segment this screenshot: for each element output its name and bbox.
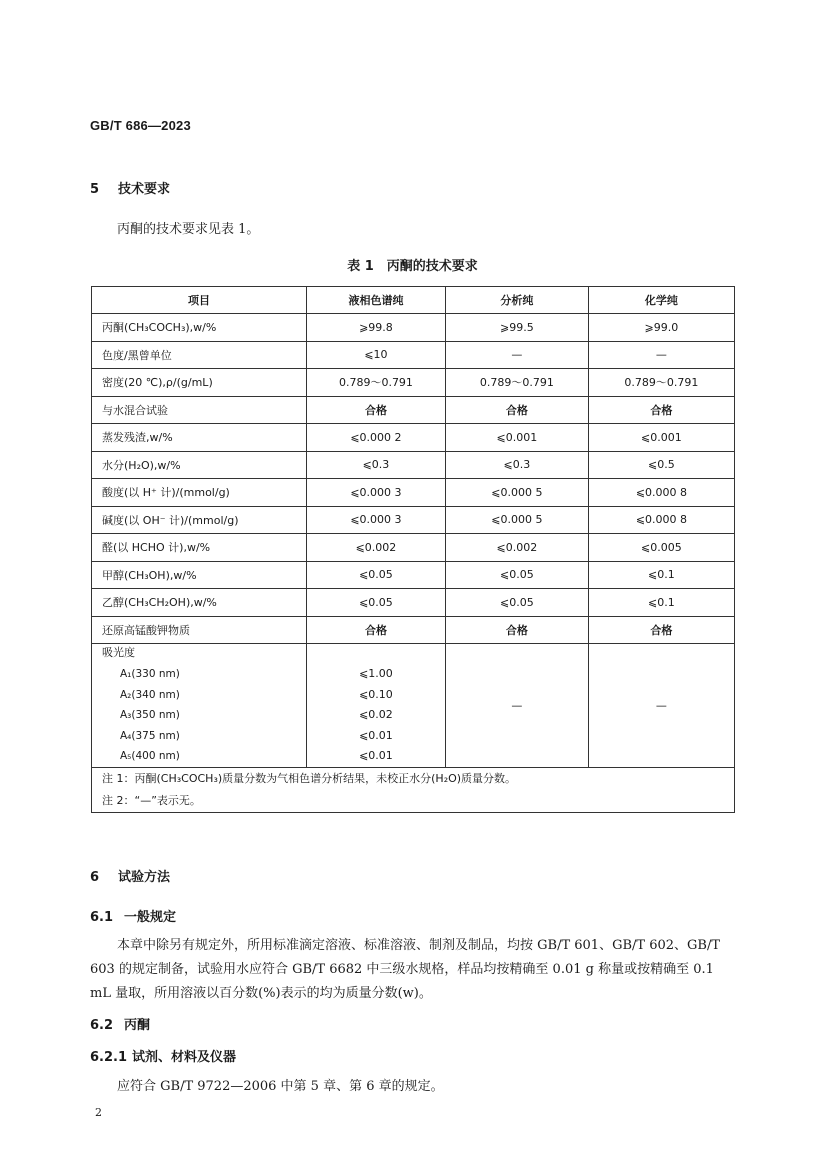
absorbance-value: ⩽0.10 [359,687,393,701]
ar-grade-cell: ⩽0.001 [445,424,588,452]
table-caption: 表 1 丙酮的技术要求 [347,259,478,274]
table-row [92,396,735,424]
lc-grade-cell: ⩽0.000 3 [307,479,446,507]
table-row [92,424,735,452]
table-row [92,589,735,617]
cp-grade-cell: ⩽0.1 [588,589,734,617]
ar-grade-cell: ⩽0.05 [445,561,588,589]
lc-grade-cell: 合格 [307,616,446,644]
table-row [92,369,735,397]
section-number: 6 [90,870,100,885]
item-cell: 醛(以 HCHO 计),w/% [92,534,307,562]
table-note: 注 2：“—”表示无。 [102,793,201,807]
lc-grade-cell: 合格 [307,396,446,424]
absorbance-wavelength: A₄(375 nm) [120,729,180,742]
cp-grade-cell: ⩽0.5 [588,451,734,479]
section-number: 6.2.1 [90,1050,128,1065]
cp-grade-cell: ⩽0.000 8 [588,479,734,507]
lc-grade-cell: ⩽0.000 2 [307,424,446,452]
ar-grade-cell: ⩽0.05 [445,589,588,617]
absorbance-value: ⩽1.00 [359,667,393,680]
table-row [92,479,735,507]
section-5-intro: 丙酮的技术要求见表 1。 [117,222,260,237]
absorbance-value: ⩽0.02 [359,708,393,721]
cp-grade-cell: ⩽0.005 [588,534,734,562]
section-6-1-text: 本章中除另有规定外，所用标准滴定溶液、标准溶液、制剂及制品，均按 GB/T 601、GB/T 602、GB/T 603 的规定制备，试验用水应符合 GB/T 6682 中三级水规格，样品均按精确至 0.01 g 称量或按精确至 0.1 mL 量取，所用溶液以百分数(%)表示的均为质量分数(w)。 [90,938,720,1001]
table-row [92,341,735,369]
ar-grade-cell: ⩽0.002 [445,534,588,562]
item-cell: 乙醇(CH₃CH₂OH),w/% [92,589,307,617]
table-note: 注 1：丙酮(CH₃COCH₃)质量分数为气相色谱分析结果，未校正水分(H₂O)质量分数。 [102,771,517,785]
item-cell: 密度(20 ℃),ρ/(g/mL) [92,369,307,397]
column-header-item: 项目 [92,287,307,314]
ar-grade-cell: — [445,644,588,768]
column-header-cp-grade: 化学纯 [588,287,734,314]
ar-grade-cell: ⩽0.000 5 [445,506,588,534]
section-number: 6.2 [90,1018,114,1033]
item-cell: 甲醇(CH₃OH),w/% [92,561,307,589]
absorbance-label: 吸光度 [102,646,135,659]
lc-grade-cell: ⩾99.8 [307,314,446,342]
lc-grade-cell: ⩽0.3 [307,451,446,479]
item-cell: 丙酮(CH₃COCH₃),w/% [92,314,307,342]
cp-grade-cell: ⩽0.000 8 [588,506,734,534]
section-6-2-1-text: 应符合 GB/T 9722—2006 中第 5 章、第 6 章的规定。 [117,1079,444,1094]
item-cell: 色度/黑曾单位 [92,341,307,369]
item-cell: 蒸发残渣,w/% [92,424,307,452]
cp-grade-cell: ⩽0.001 [588,424,734,452]
lc-grade-cell: ⩽10 [307,341,446,369]
absorbance-wavelength: A₃(350 nm) [120,709,180,721]
cp-grade-cell: 0.789～0.791 [588,369,734,397]
column-header-lc-grade: 液相色谱纯 [307,287,446,314]
section-title: 试验方法 [118,870,171,885]
absorbance-value: ⩽0.01 [359,749,393,762]
section-6-1-heading [90,906,176,925]
table-row [92,534,735,562]
section-title: 试剂、材料及仪器 [132,1050,237,1065]
item-cell: 水分(H₂O),w/% [92,451,307,479]
table-notes-row [92,767,735,812]
ar-grade-cell: — [445,341,588,369]
ar-grade-cell: ⩽0.000 5 [445,479,588,507]
spec-table [91,286,735,813]
section-number: 6.1 [90,910,114,925]
table-row [92,506,735,534]
section-6-2-heading [90,1014,150,1033]
absorbance-row [92,644,735,768]
absorbance-wavelength: A₅(400 nm) [120,750,180,762]
absorbance-value: ⩽0.01 [359,728,393,742]
lc-grade-cell: 0.789～0.791 [307,369,446,397]
cp-grade-cell: — [588,644,734,768]
section-6-2-1-heading [90,1046,236,1065]
ar-grade-cell: 合格 [445,616,588,644]
item-cell: 与水混合试验 [92,396,307,424]
lc-grade-cell [307,644,446,768]
ar-grade-cell: ⩽0.3 [445,451,588,479]
table-row [92,616,735,644]
table-header-row [92,287,735,314]
cp-grade-cell: ⩽0.1 [588,561,734,589]
table-row [92,451,735,479]
spec-table-body [92,314,735,813]
cp-grade-cell: — [588,341,734,369]
table-notes [92,767,735,812]
ar-grade-cell: 合格 [445,396,588,424]
ar-grade-cell: 0.789～0.791 [445,369,588,397]
lc-grade-cell: ⩽0.002 [307,534,446,562]
column-header-ar-grade: 分析纯 [445,287,588,314]
page-number: 2 [95,1106,102,1119]
section-number: 5 [90,182,100,197]
item-cell: 还原高锰酸钾物质 [92,616,307,644]
lc-grade-cell: ⩽0.05 [307,561,446,589]
absorbance-wavelength: A₂(340 nm) [120,688,180,701]
ar-grade-cell: ⩾99.5 [445,314,588,342]
section-6-heading [90,866,170,885]
absorbance-item-cell [92,644,307,768]
standard-code: GB/T 686—2023 [90,118,191,133]
lc-grade-cell: ⩽0.05 [307,589,446,617]
cp-grade-cell: 合格 [588,396,734,424]
item-cell: 碱度(以 OH⁻ 计)/(mmol/g) [92,506,307,534]
item-cell: 酸度(以 H⁺ 计)/(mmol/g) [92,479,307,507]
lc-grade-cell: ⩽0.000 3 [307,506,446,534]
section-5-heading [90,178,170,197]
section-title: 一般规定 [124,910,177,925]
table-row [92,561,735,589]
section-title: 丙酮 [124,1018,151,1033]
section-title: 技术要求 [118,182,171,197]
absorbance-wavelength: A₁(330 nm) [120,668,180,680]
cp-grade-cell: ⩾99.0 [588,314,734,342]
table-row [92,314,735,342]
cp-grade-cell: 合格 [588,616,734,644]
